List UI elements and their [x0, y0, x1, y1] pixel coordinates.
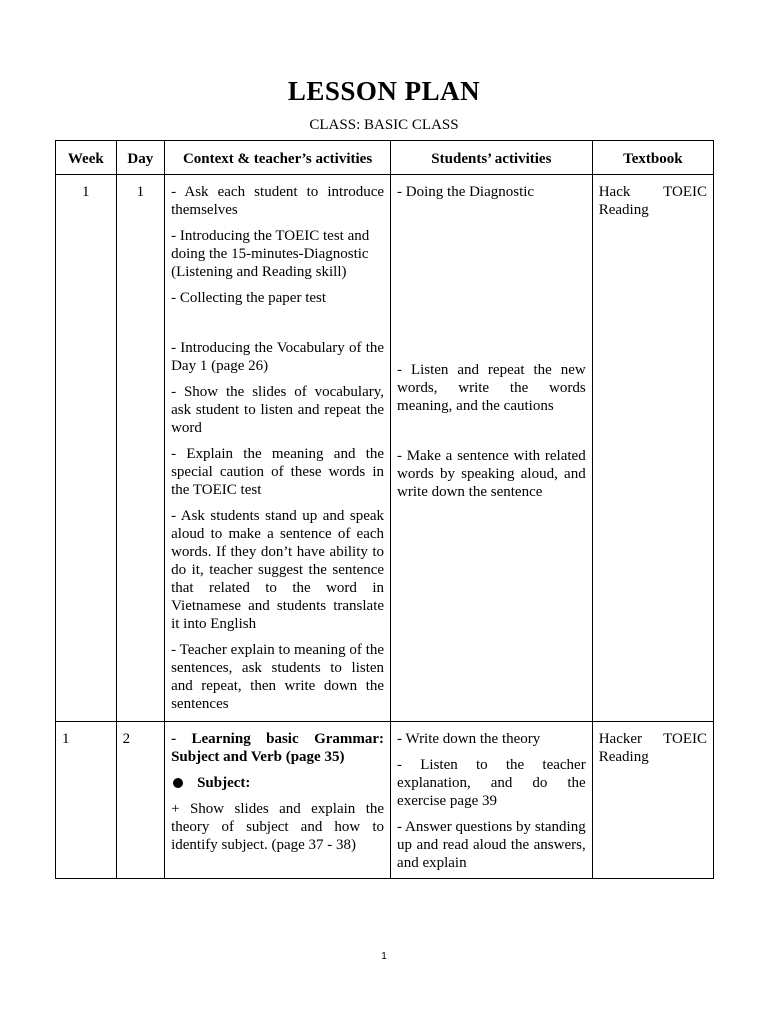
header-textbook: Textbook: [592, 141, 713, 175]
bullet-item: [173, 774, 384, 792]
page-title: LESSON PLAN: [287, 76, 481, 106]
bullet-label: Subject:: [197, 775, 251, 791]
bullet-dot-icon: [173, 778, 183, 788]
table-header-row: [56, 141, 714, 175]
row2-textbook: Hacker TOEIC Reading: [592, 722, 713, 879]
row1-day: 1: [116, 175, 164, 722]
students-item: - Doing the Diagnostic: [397, 184, 535, 200]
row2-students: [391, 722, 593, 879]
context-item: - Introducing the TOEIC test and doing the 15-minutes-Diagnostic (Listening and Reading skill): [171, 228, 370, 280]
students-item: - Make a sentence with related words by speaking aloud, and write down the sentence: [397, 448, 586, 500]
context-item: + Show slides and explain the theory of subject and how to identify subject. (page 37 - 38): [171, 801, 385, 853]
table-row: [56, 175, 714, 722]
students-item: - Listen to the teacher explanation, and do the exercise page 39: [397, 757, 586, 809]
context-item: - Show the slides of vocabulary, ask student to listen and repeat the word: [171, 384, 385, 436]
students-item: - Write down the theory: [397, 731, 541, 747]
context-heading: - Learning basic Grammar: Subject and Verb (page 35): [171, 731, 385, 765]
row2-week: 1: [56, 722, 117, 879]
students-item: - Answer questions by standing up and read aloud the answers, and explain: [397, 819, 586, 871]
students-item: - Listen and repeat the new words, write the words meaning, and the cautions: [397, 362, 586, 414]
row1-context: [165, 175, 391, 722]
context-item: - Teacher explain to meaning of the sentences, ask students to listen and repeat, then write down the sentences: [171, 642, 385, 712]
class-subtitle: CLASS: BASIC CLASS: [309, 117, 459, 133]
table-row: [56, 722, 714, 879]
header-week: Week: [56, 141, 117, 175]
context-item: - Ask students stand up and speak aloud to make a sentence of each words. If they don’t have ability to do it, teacher suggest the sentence that related to the word in Vietnamese and students translate it into English: [171, 508, 385, 632]
context-item: - Ask each student to introduce themselves: [171, 184, 385, 218]
page-number: 1: [381, 951, 387, 962]
context-item: - Collecting the paper test: [171, 290, 327, 306]
header-day: Day: [116, 141, 164, 175]
header-students: Students’ activities: [391, 141, 593, 175]
lesson-plan-table: [55, 140, 714, 879]
header-context: Context & teacher’s activities: [165, 141, 391, 175]
row1-students: [391, 175, 593, 722]
row2-context: [165, 722, 391, 879]
context-item: - Explain the meaning and the special caution of these words in the TOEIC test: [171, 446, 385, 498]
row1-week: 1: [56, 175, 117, 722]
context-item: - Introducing the Vocabulary of the Day 1 (page 26): [171, 340, 385, 374]
row1-textbook: Hack TOEIC Reading: [592, 175, 713, 722]
row2-day: 2: [116, 722, 164, 879]
